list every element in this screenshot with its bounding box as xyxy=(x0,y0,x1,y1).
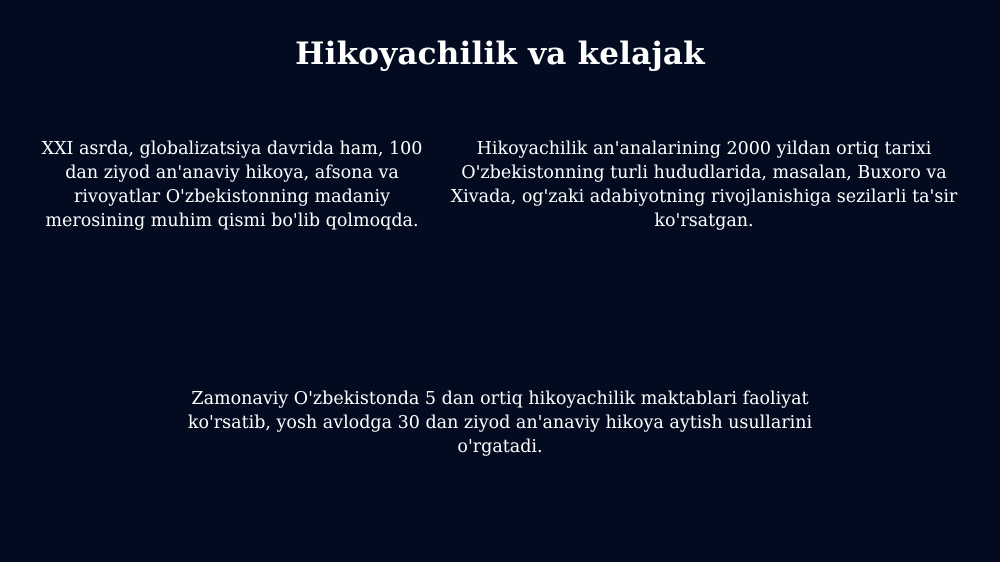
paragraph-bottom: Zamonaviy O'zbekistonda 5 dan ortiq hikoyachilik maktablari faoliyat ko'rsatib, yosh avlodga 30 dan ziyod an'anaviy hikoya aytish usullarini o'rgatadi. xyxy=(187,389,813,457)
paragraph-right: Hikoyachilik an'analarining 2000 yildan ortiq tarixi O'zbekistonning turli hududlarida, masalan, Buxoro va Xivada, og'zaki adabiyotning rivojlanishiga sezilarli ta'sir ko'rsatgan. xyxy=(450,139,958,231)
slide-title: Hikoyachilik va kelajak xyxy=(295,36,705,72)
paragraph-left: XXI asrda, globalizatsiya davrida ham, 100 dan ziyod an'anaviy hikoya, afsona va rivoyatlar O'zbekistonning madaniy merosining muhim qismi bo'lib qolmoqda. xyxy=(41,139,423,231)
